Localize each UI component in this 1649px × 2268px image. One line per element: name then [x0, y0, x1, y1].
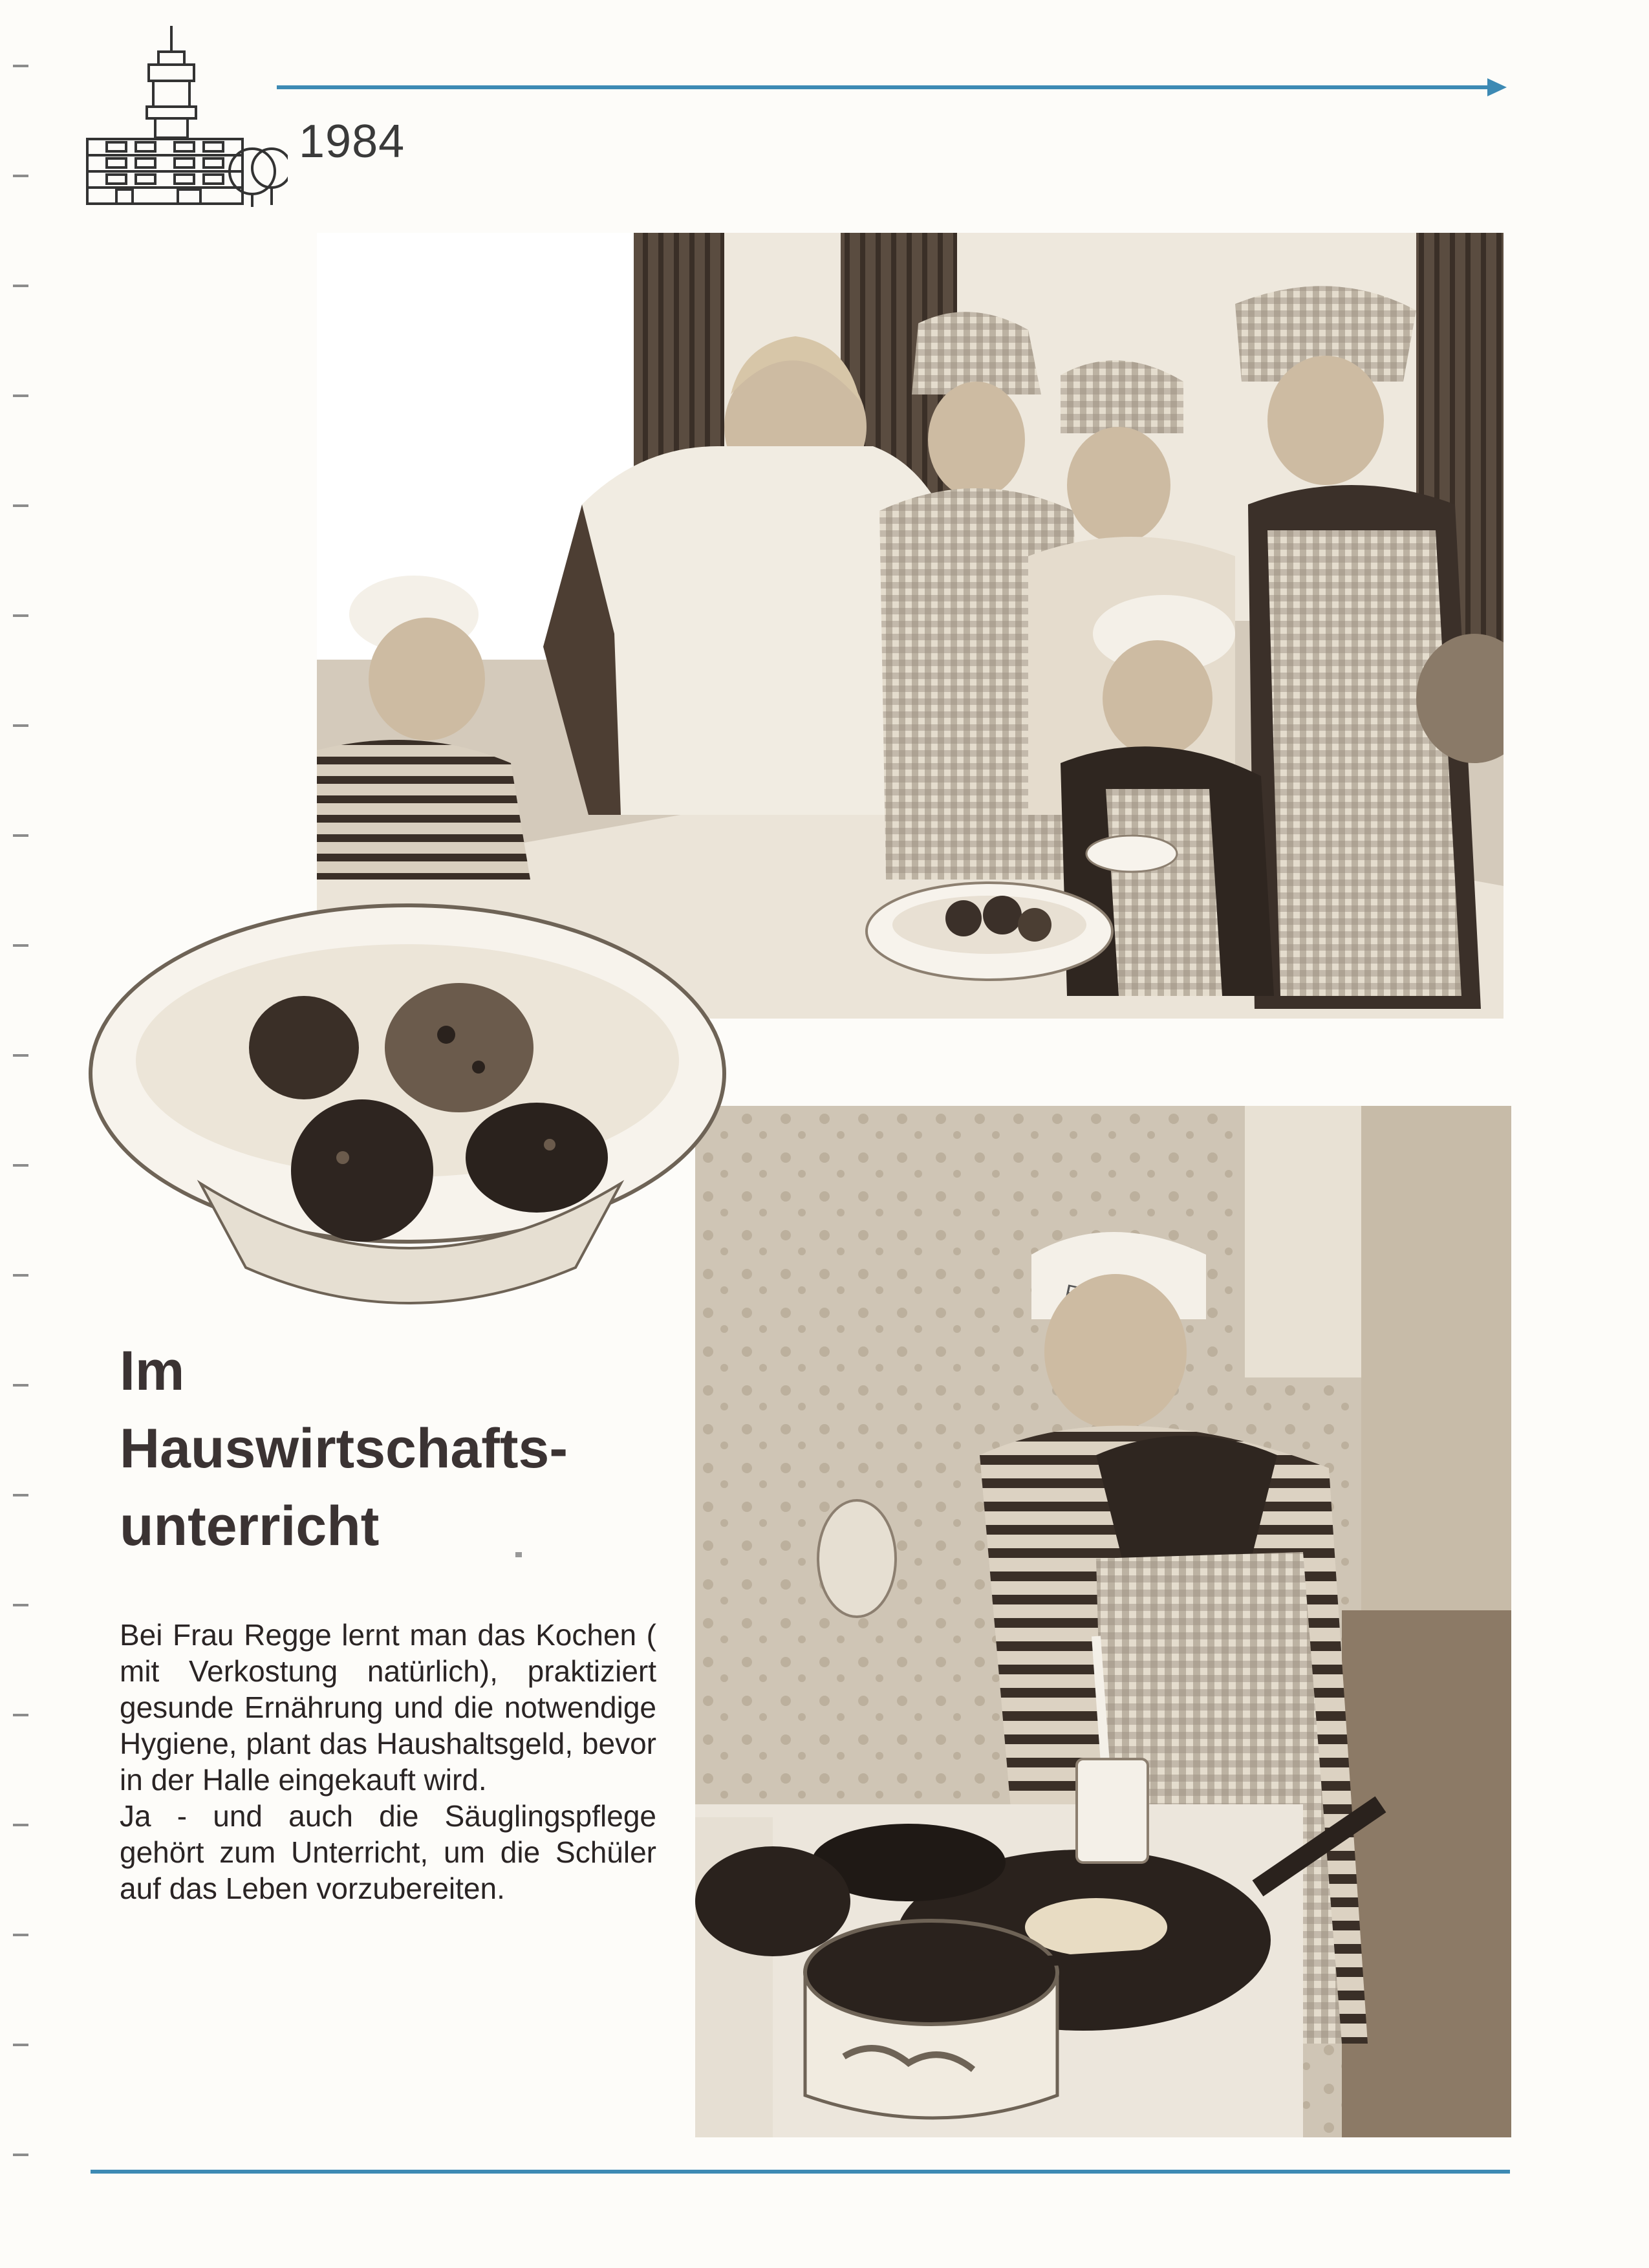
- paragraph-1: Bei Frau Regge lernt man das Kochen ( mit Verkostung natürlich), praktiziert gesunde Ernährung und die notwendige Hygiene, plant das Haushaltsgeld, bevor in der Halle eingekauft wird.: [120, 1618, 656, 1797]
- article-heading: [120, 1332, 702, 1565]
- school-logo: [81, 23, 288, 217]
- heading-line-3: unterricht: [120, 1495, 380, 1557]
- bottom-divider-line: [91, 2170, 1510, 2174]
- potato-bowl-cutout: [84, 899, 744, 1313]
- top-divider-line: [277, 85, 1502, 89]
- school-tower-building-icon: [81, 23, 288, 217]
- heading-line-2: Hauswirtschafts-: [120, 1418, 568, 1480]
- scan-speck: [515, 1552, 522, 1557]
- year-label: 1984: [299, 116, 405, 167]
- heading-line-1: Im: [120, 1340, 185, 1402]
- article-body: [120, 1617, 656, 1906]
- paragraph-2: Ja - und auch die Säuglingspflege gehört zum Unterricht, um die Schüler auf das Leben vorzubereiten.: [120, 1799, 656, 1905]
- photo-boy-frying: [695, 1106, 1511, 2137]
- binder-margin-ticks: [13, 65, 32, 2199]
- arrow-right-icon: [1487, 78, 1507, 96]
